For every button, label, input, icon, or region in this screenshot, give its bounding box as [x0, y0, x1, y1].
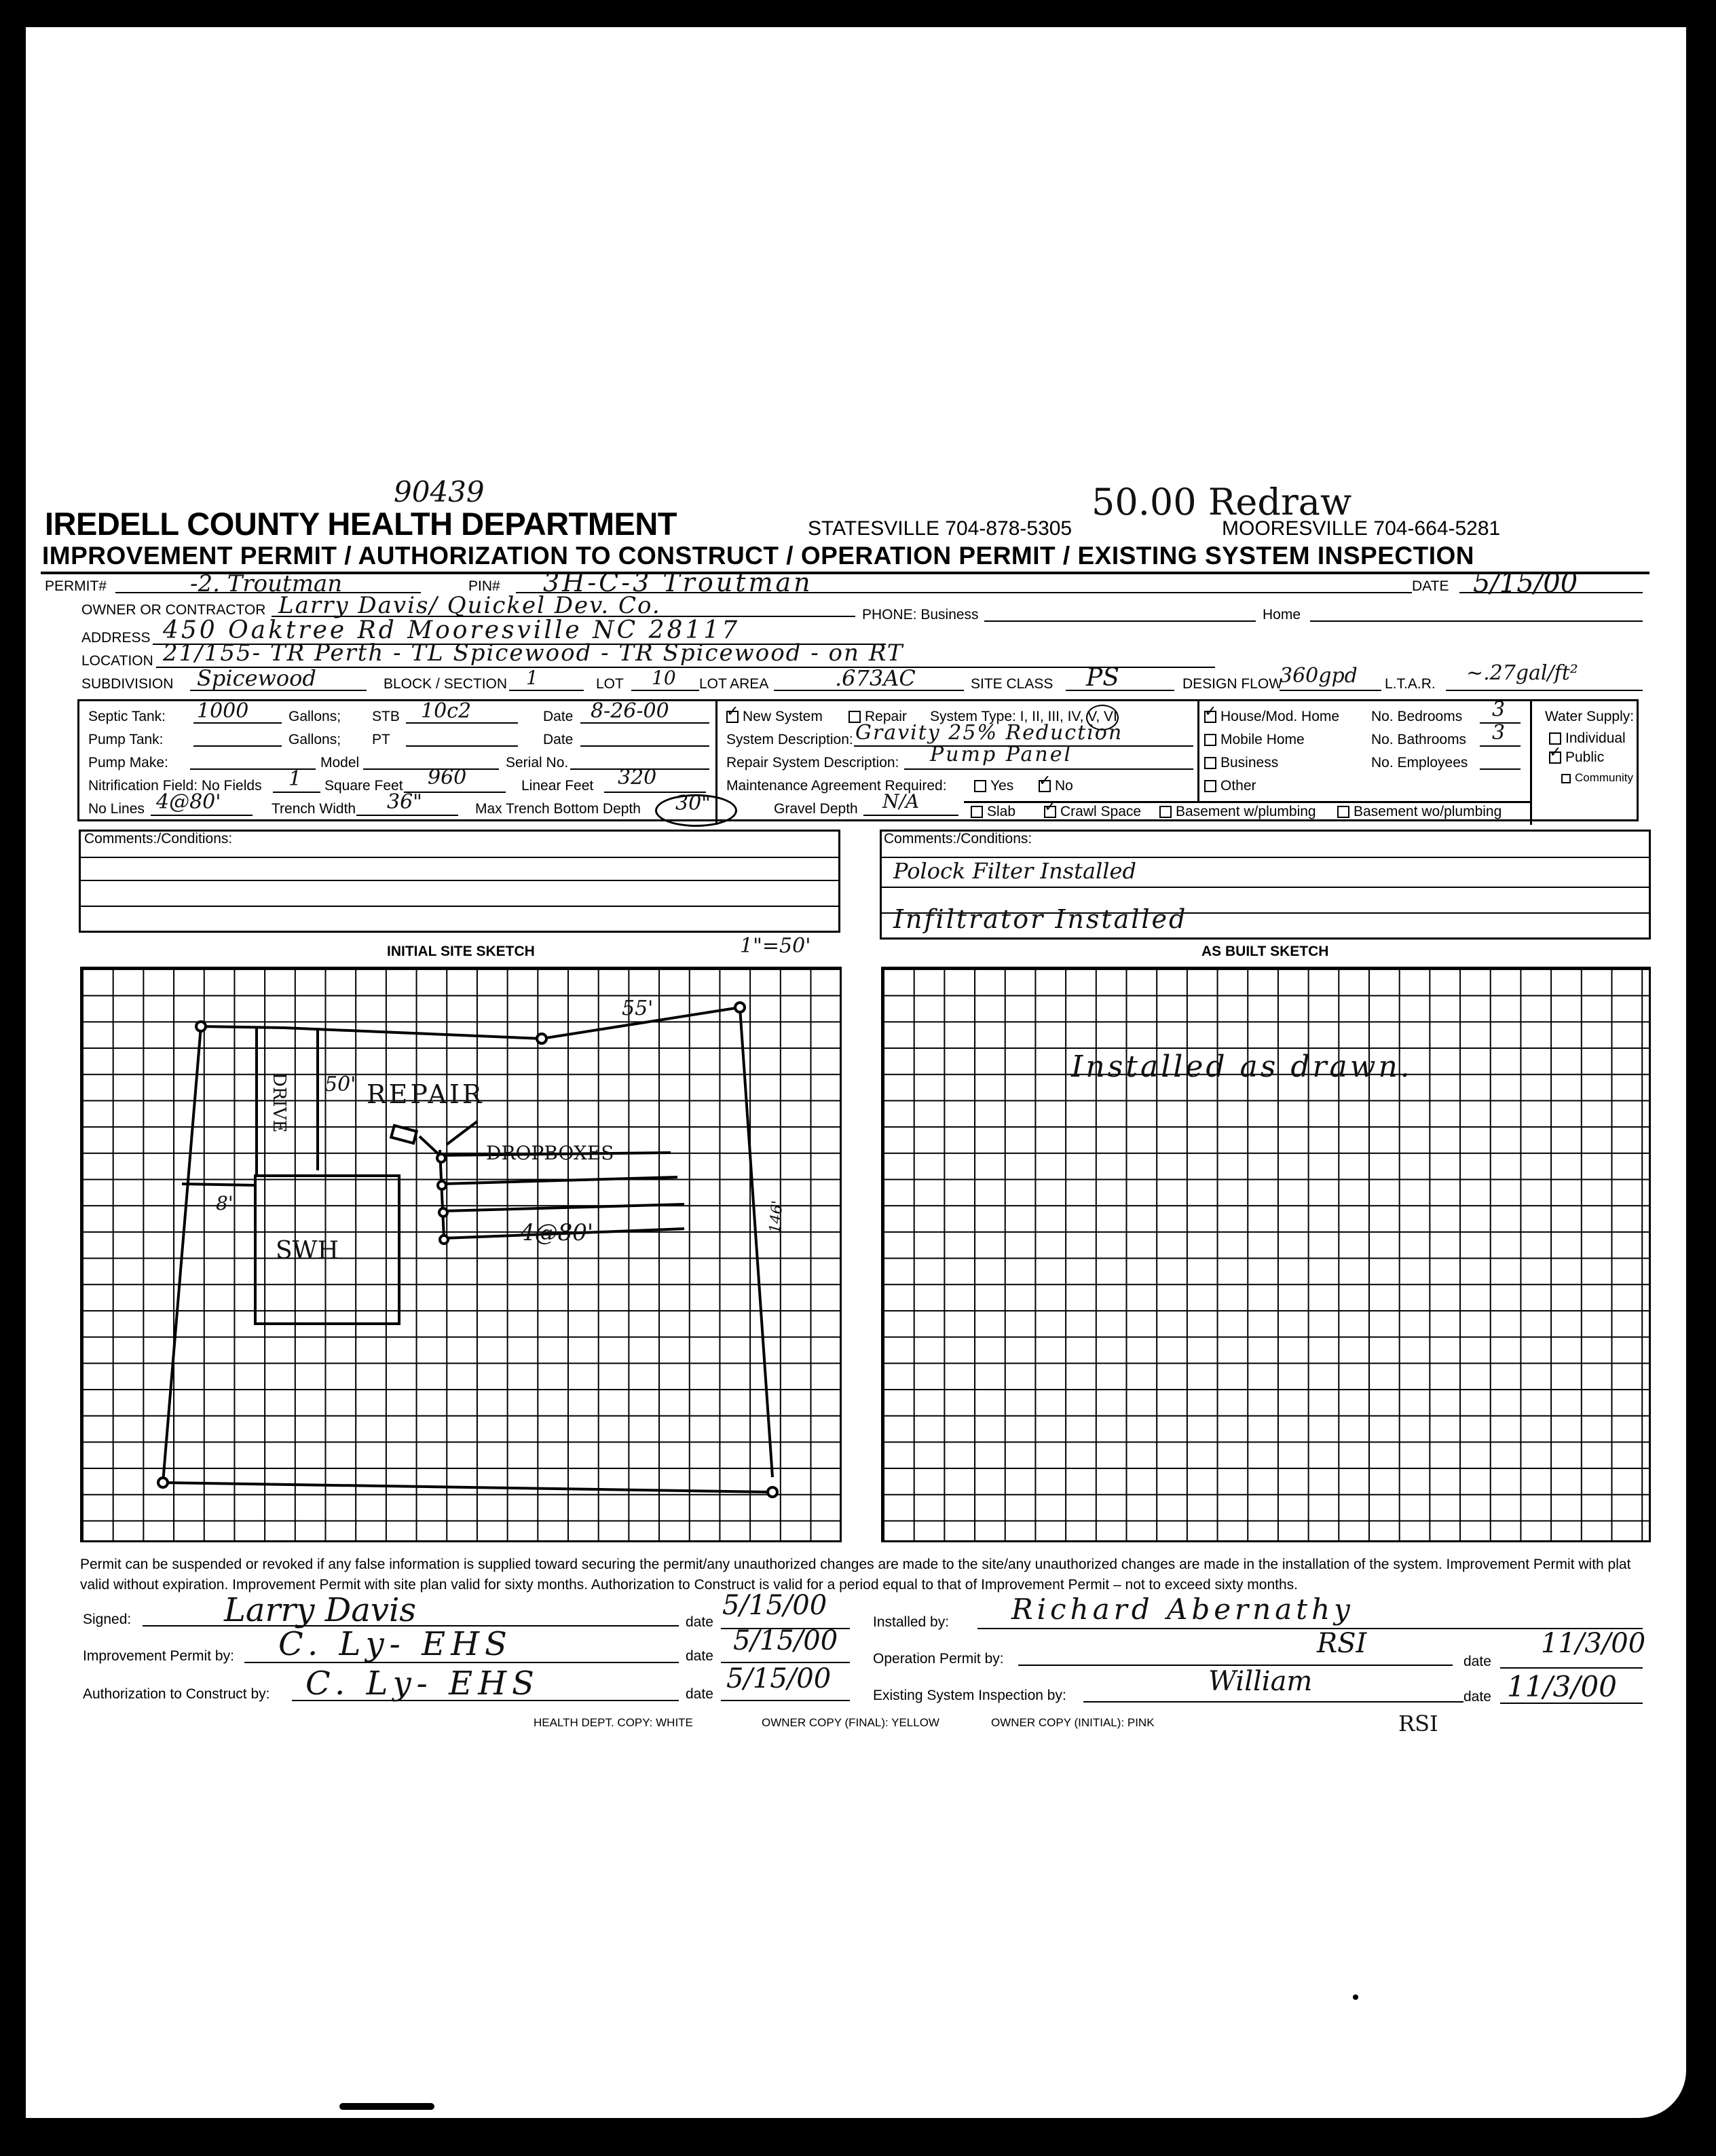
pump-date-label: Date: [543, 732, 574, 747]
lot-line: [631, 690, 699, 691]
serial-label: Serial No.: [506, 755, 569, 770]
operation-label: Operation Permit by:: [873, 1651, 1004, 1667]
pt-label: PT: [372, 732, 390, 747]
gravel-value: N/A: [882, 790, 920, 813]
dimension-8: [182, 1184, 257, 1185]
basement-w-label: Basement w/plumbing: [1176, 804, 1316, 819]
no-lines-label: No Lines: [88, 801, 145, 817]
statesville-phone: STATESVILLE 704-878-5305: [808, 517, 1072, 540]
pin-label: PIN#: [468, 578, 500, 594]
crawl-checkbox-checked[interactable]: ✓: [1044, 806, 1056, 818]
sketch-scale: 1"=50': [740, 934, 811, 958]
operation-date-value: 11/3/00: [1541, 1628, 1646, 1659]
scan-speck: [1353, 1994, 1358, 2000]
other-checkbox[interactable]: [1204, 780, 1216, 792]
signed-date-label: date: [686, 1614, 713, 1630]
slab-checkbox[interactable]: [971, 806, 983, 818]
trench-width-label: Trench Width: [272, 801, 356, 817]
authorization-date-value: 5/15/00: [726, 1663, 832, 1694]
comments-left-line-2: [79, 880, 840, 881]
comments-left-line-1: [79, 857, 840, 858]
maintenance-no-label: No: [1055, 778, 1073, 794]
operation-date-line: [1500, 1667, 1643, 1669]
supply-line: [419, 1136, 440, 1155]
gallons-label: Gallons;: [288, 709, 341, 724]
new-system-label: New System: [743, 709, 823, 724]
improvement-value: C. Ly- EHS: [278, 1625, 512, 1663]
operation-date-label: date: [1463, 1654, 1491, 1669]
lot-line-bottom: [163, 1483, 772, 1492]
house-label: House/Mod. Home: [1220, 709, 1340, 724]
house-option[interactable]: [1204, 703, 1340, 725]
authorization-date-label: date: [686, 1686, 713, 1702]
business-label: Business: [1220, 755, 1279, 770]
max-depth-label: Max Trench Bottom Depth: [475, 801, 641, 817]
basement-wo-label: Basement wo/plumbing: [1354, 804, 1502, 819]
bedrooms-label: No. Bedrooms: [1371, 709, 1463, 724]
septic-date-label: Date: [543, 709, 574, 724]
details-divider-2: [1197, 699, 1199, 801]
address-label: ADDRESS: [81, 630, 151, 646]
water-public-checkbox-checked[interactable]: ✓: [1549, 751, 1561, 764]
water-community-checkbox[interactable]: [1561, 774, 1571, 783]
ltar-label: L.T.A.R.: [1385, 676, 1436, 692]
improvement-label: Improvement Permit by:: [83, 1648, 234, 1664]
maintenance-yes-checkbox[interactable]: [974, 780, 986, 792]
sketch-50: 50': [324, 1073, 356, 1096]
gallons-label-2: Gallons;: [288, 732, 341, 747]
gravel-line: [863, 815, 958, 816]
owner-value: Larry Davis/ Quickel Dev. Co.: [278, 592, 661, 619]
lot-area-value: .673AC: [835, 665, 916, 691]
sketch-8: 8': [216, 1192, 234, 1214]
signed-label: Signed:: [83, 1612, 132, 1627]
sketch-55: 55': [622, 997, 654, 1020]
lot-area-label: LOT AREA: [699, 676, 769, 692]
comments-right-value-2: Infiltrator Installed: [893, 904, 1188, 934]
existing-title: RSI: [1398, 1711, 1438, 1736]
max-depth-value: 30": [675, 792, 711, 815]
lot-value: 10: [652, 667, 676, 689]
pin-value: 3H-C-3 Troutman: [543, 568, 813, 597]
trench-width-value: 36": [387, 790, 422, 814]
lot-label: LOT: [596, 676, 624, 692]
other-label: Other: [1220, 778, 1256, 794]
permit-label: PERMIT#: [45, 578, 107, 594]
pump-date-line: [580, 745, 709, 747]
initial-sketch-label: INITIAL SITE SKETCH: [387, 944, 535, 959]
corner-pin-2: [537, 1034, 546, 1043]
dropbox-4: [440, 1235, 448, 1244]
operation-value: RSI: [1317, 1628, 1367, 1659]
stb-value: 10c2: [421, 699, 472, 723]
stb-label: STB: [372, 709, 400, 724]
no-lines-value: 4@80': [156, 790, 221, 814]
subdivision-label: SUBDIVISION: [81, 676, 174, 692]
no-lines-line: [151, 815, 253, 816]
comments-right-line-2: [880, 887, 1651, 888]
copy-white: HEALTH DEPT. COPY: WHITE: [534, 1716, 693, 1729]
bathrooms-line: [1480, 745, 1521, 747]
existing-date-value: 11/3/00: [1507, 1670, 1617, 1703]
subdivision-value: Spicewood: [197, 665, 316, 691]
description-label: System Description:: [726, 732, 853, 747]
asbuilt-sketch-label: AS BUILT SKETCH: [1201, 944, 1329, 959]
business-option[interactable]: [1204, 755, 1278, 771]
comments-left-line-3: [79, 906, 840, 907]
maintenance-no-checkbox-checked[interactable]: ✓: [1039, 780, 1051, 792]
maintenance-label: Maintenance Agreement Required:: [726, 778, 947, 794]
other-option[interactable]: [1204, 778, 1256, 794]
installed-label: Installed by:: [873, 1614, 950, 1630]
block-value: 1: [526, 667, 538, 689]
copy-pink: OWNER COPY (INITIAL): PINK: [991, 1716, 1155, 1729]
improvement-date-label: date: [686, 1648, 713, 1664]
repair-desc-line: [904, 768, 1193, 770]
lot-line-left: [163, 1026, 201, 1483]
mobile-option[interactable]: [1204, 732, 1305, 748]
copy-yellow: OWNER COPY (FINAL): YELLOW: [762, 1716, 939, 1729]
date-label: DATE: [1412, 578, 1449, 594]
pump-tank-line: [193, 745, 282, 747]
repair-label: Repair: [865, 709, 907, 724]
signed-date-value: 5/15/00: [722, 1590, 827, 1621]
basement-wo-checkbox[interactable]: [1337, 806, 1349, 818]
repair-desc-value: Pump Panel: [930, 743, 1073, 766]
mobile-label: Mobile Home: [1220, 732, 1305, 747]
site-sketch-drawing: [80, 967, 842, 1542]
block-label: BLOCK / SECTION: [384, 676, 508, 692]
corner-pin-5: [768, 1487, 777, 1497]
ltar-value: ~.27gal/ft²: [1466, 661, 1578, 685]
crawl-label: Crawl Space: [1060, 804, 1142, 819]
dropbox-leader: [447, 1121, 477, 1145]
water-individual-label: Individual: [1565, 730, 1626, 746]
septic-date-value: 8-26-00: [591, 699, 669, 723]
dropbox-2: [438, 1181, 446, 1189]
basement-wo-option[interactable]: [1337, 804, 1502, 820]
home-label: Home: [1263, 607, 1301, 622]
water-community-option[interactable]: [1561, 771, 1633, 785]
mobile-checkbox[interactable]: [1204, 734, 1216, 746]
ltar-line: [1446, 690, 1643, 691]
pump-tank: [391, 1126, 417, 1143]
lot-line-top: [201, 1007, 740, 1039]
details-divider-3: [1530, 699, 1532, 825]
new-system-checkbox-checked[interactable]: ✓: [726, 711, 739, 723]
maintenance-yes-label: Yes: [990, 778, 1014, 794]
design-flow-line: [1280, 690, 1381, 691]
dropbox-1: [437, 1154, 445, 1162]
sketch-house-label: SWH: [276, 1237, 339, 1265]
scan-mark-bottom: [339, 2103, 434, 2110]
bedrooms-value: 3: [1492, 698, 1506, 722]
home-line: [1310, 620, 1643, 622]
existing-value: William: [1208, 1666, 1313, 1697]
corner-pin-1: [196, 1022, 206, 1031]
trench-width-line: [356, 815, 458, 816]
crawl-option[interactable]: [1044, 798, 1142, 820]
description-value: Gravity 25% Reduction: [855, 721, 1123, 745]
sketch-lines: 4@80': [520, 1219, 594, 1246]
phone-line: [984, 620, 1256, 622]
location-value: 21/155- TR Perth - TL Spicewood - TR Spicewood - on RT: [163, 639, 904, 667]
sketch-repair: REPAIR: [367, 1079, 485, 1109]
nitrification-label: Nitrification Field: No Fields: [88, 778, 262, 794]
sqft-value: 960: [428, 766, 467, 789]
sketch-drive: DRIVE: [269, 1073, 289, 1133]
corner-pin-3: [735, 1003, 745, 1012]
slab-label: Slab: [987, 804, 1016, 819]
existing-date-label: date: [1463, 1689, 1491, 1705]
bathrooms-label: No. Bathrooms: [1371, 732, 1467, 747]
site-class-line: [1066, 690, 1174, 691]
business-checkbox[interactable]: [1204, 757, 1216, 769]
pump-make-label: Pump Make:: [88, 755, 168, 770]
sketch-dropboxes: DROPBOXES: [486, 1142, 614, 1164]
fields-value: 1: [288, 767, 302, 791]
fields-line: [273, 792, 320, 793]
phone-label: PHONE: Business: [862, 607, 979, 622]
dept-title: IREDELL COUNTY HEALTH DEPARTMENT: [45, 506, 677, 542]
comments-right-value-1: Polock Filter Installed: [893, 858, 1136, 884]
installed-value: Richard Abernathy: [1011, 1593, 1354, 1626]
site-class-label: SITE CLASS: [971, 676, 1053, 692]
asbuilt-note: Installed as drawn.: [1071, 1049, 1413, 1084]
handwritten-number: 90439: [394, 475, 485, 508]
design-flow-label: DESIGN FLOW: [1182, 676, 1283, 692]
basement-w-checkbox[interactable]: [1159, 806, 1172, 818]
authorization-date-line: [721, 1700, 850, 1701]
gravel-label: Gravel Depth: [774, 801, 858, 817]
field-line-3: [443, 1204, 684, 1211]
improvement-date-value: 5/15/00: [733, 1625, 838, 1656]
pump-tank-label: Pump Tank:: [88, 732, 164, 747]
signed-value: Larry Davis: [224, 1591, 416, 1629]
water-public-label: Public: [1565, 749, 1605, 765]
corner-pin-4: [158, 1478, 168, 1487]
site-class-value: PS: [1086, 664, 1119, 692]
authorization-value: C. Ly- EHS: [305, 1665, 540, 1703]
employees-line: [1480, 768, 1521, 770]
model-label: Model: [320, 755, 360, 770]
basement-w-option[interactable]: [1159, 804, 1316, 820]
permit-value: -2. Troutman: [190, 570, 343, 597]
comments-left-label: Comments:/Conditions:: [84, 831, 233, 847]
field-line-2: [441, 1177, 677, 1184]
house-checkbox-checked[interactable]: ✓: [1204, 711, 1216, 723]
sketch-side: 146': [766, 1200, 787, 1234]
comments-right-label: Comments:/Conditions:: [884, 831, 1032, 847]
pt-line: [406, 745, 518, 747]
slab-option[interactable]: [971, 804, 1015, 820]
system-type-label: System Type: I, II, III, IV, V, VI: [930, 709, 1117, 724]
septic-tank-label: Septic Tank:: [88, 709, 166, 724]
employees-label: No. Employees: [1371, 755, 1468, 770]
permit-title: IMPROVEMENT PERMIT / AUTHORIZATION TO CONSTRUCT / OPERATION PERMIT / EXISTING SYSTEM INSPECTION: [42, 542, 1474, 570]
existing-line: [1083, 1701, 1463, 1703]
authorization-label: Authorization to Construct by:: [83, 1686, 270, 1702]
mooresville-phone: MOORESVILLE 704-664-5281: [1222, 517, 1501, 540]
block-line: [509, 690, 584, 691]
existing-label: Existing System Inspection by:: [873, 1688, 1066, 1703]
handwritten-fee: 50.00 Redraw: [1092, 481, 1352, 523]
sqft-label: Square Feet: [324, 778, 403, 794]
septic-tank-value: 1000: [197, 699, 249, 723]
dropbox-3: [439, 1208, 447, 1216]
maintenance-no-option[interactable]: [1039, 772, 1073, 794]
water-public-option[interactable]: [1549, 743, 1605, 766]
bathrooms-value: 3: [1492, 721, 1506, 745]
linear-value: 320: [618, 766, 657, 789]
new-system-option[interactable]: [726, 703, 823, 725]
water-community-label: Community: [1575, 771, 1633, 784]
date-value: 5/15/00: [1473, 568, 1578, 599]
repair-desc-label: Repair System Description:: [726, 755, 899, 770]
lot-line-right: [740, 1007, 772, 1477]
design-flow-value: 360gpd: [1280, 664, 1358, 688]
location-label: LOCATION: [81, 653, 153, 669]
water-label: Water Supply:: [1545, 709, 1635, 724]
permit-notice: Permit can be suspended or revoked if any false information is supplied toward securing the permit/any unauthorized changes are made to the site/any unauthorized changes are made in the installation of the system. Improvement Permit with plat valid without expiration. Improvement Permit with site plan valid for sixty months. Authorization to Construct is valid for a period equal to that of Improvement Permit – not to exceed sixty months.: [80, 1557, 1631, 1593]
address-value: 450 Oaktree Rd Mooresville NC 28117: [163, 616, 741, 644]
maintenance-yes-option[interactable]: [974, 778, 1013, 794]
linear-label: Linear Feet: [521, 778, 594, 794]
owner-label: OWNER OR CONTRACTOR: [81, 602, 266, 618]
